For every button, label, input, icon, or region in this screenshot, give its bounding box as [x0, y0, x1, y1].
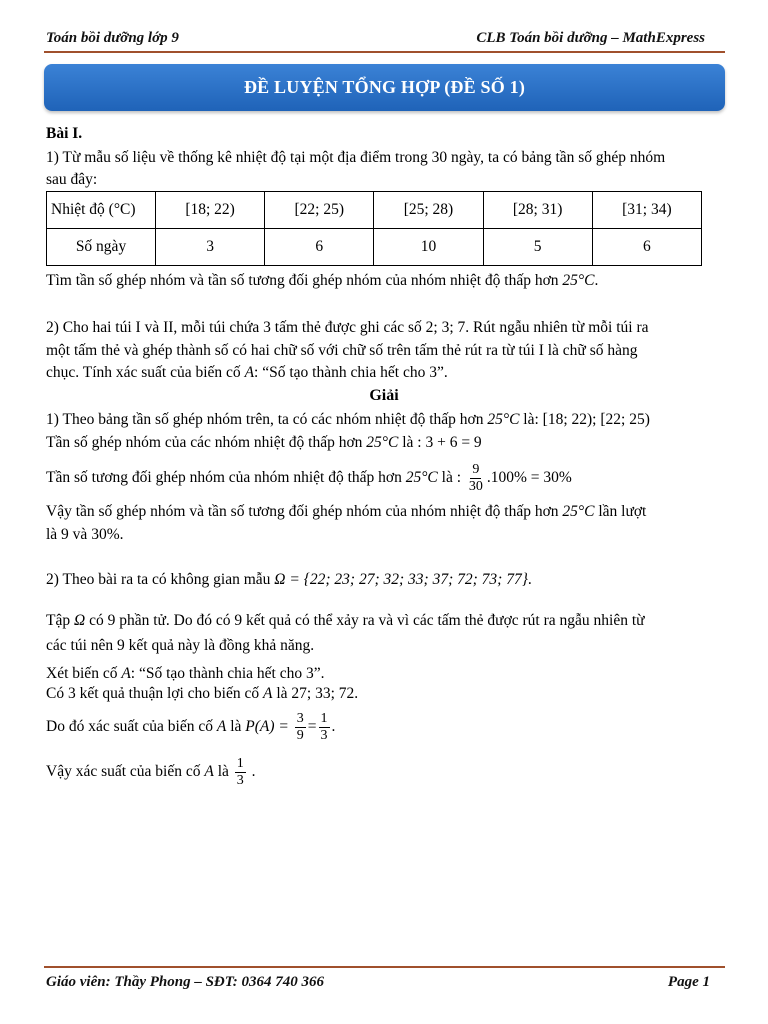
sol2-l2-text: Tập	[46, 612, 71, 629]
q2-line3-text: chục. Tính xác suất của biến cố	[46, 364, 241, 381]
sol2-l5-text: Có 3 kết quả thuận lợi cho biến cố	[46, 685, 260, 702]
sol2-l1-text: 2) Theo bài ra ta có không gian mẫu	[46, 571, 271, 588]
fraction-num: 3	[296, 710, 304, 726]
sol1-l2-mid: là :	[402, 434, 422, 451]
q1-line2: sau đây:	[46, 171, 98, 188]
q1-temp: 25°C	[562, 272, 595, 289]
table-cell: 3	[156, 229, 265, 266]
sol2-line3: các túi nên 9 kết quả này là đồng khả năng.	[46, 637, 315, 654]
sol2-l5-mid: là	[276, 685, 288, 702]
solution-title: Giải	[369, 387, 399, 404]
q2-line2: một tấm thẻ và ghép thành số có hai chữ số với chữ số trên tấm thẻ rút ra từ túi I là chữ số hàng	[46, 342, 638, 359]
q1-question	[46, 271, 598, 291]
table-cell: Số ngày	[47, 229, 156, 266]
table-cell: [31; 34)	[592, 192, 701, 229]
sol1-temp: 25°C	[487, 411, 520, 428]
probability-expr: P(A) =	[245, 718, 289, 735]
sol1-l3-mid: là :	[441, 469, 462, 487]
sol1-line2	[46, 433, 482, 453]
fraction-num: 1	[320, 710, 328, 726]
event-var: A	[204, 763, 214, 780]
table-cell: 6	[265, 229, 374, 266]
sol1-l3-tail: .100% = 30%	[486, 469, 572, 487]
sol2-l6-mid: là	[230, 718, 242, 735]
table-cell: [18; 22)	[156, 192, 265, 229]
table-row	[47, 229, 702, 266]
equals-sign: =	[307, 718, 317, 735]
table-cell: [22; 25)	[265, 192, 374, 229]
q1-period: .	[594, 272, 599, 289]
header-rule	[44, 51, 725, 53]
sol1-l3-text: Tần số tương đối ghép nhóm của nhóm nhiệt độ thấp hơn	[46, 469, 402, 487]
page-title: ĐỀ LUYỆN TỔNG HỢP (ĐỀ SỐ 1)	[243, 77, 526, 97]
sol1-line5: là 9 và 30%.	[46, 526, 124, 543]
fraction-den: 3	[320, 727, 328, 743]
fraction	[467, 462, 485, 495]
sol2-l2-tail: có 9 phần tử. Do đó có 9 kết quả có thể xảy ra và vì các tấm thẻ được rút ra ngẫu nhiên từ	[89, 612, 645, 629]
event-var: A	[244, 364, 255, 381]
sol2-l1-tail: .	[527, 571, 532, 588]
event-var: A	[121, 665, 131, 682]
event-var: A	[216, 718, 227, 735]
sol1-temp: 25°C	[405, 469, 438, 487]
sol1-line4	[46, 502, 646, 522]
table-cell: 6	[592, 229, 701, 266]
sol1-l4-tail: lần lượt	[598, 503, 647, 520]
sol2-l7-mid: là	[217, 763, 229, 780]
fraction-den: 3	[236, 772, 244, 788]
page-number: Page 1	[667, 974, 710, 990]
title-banner	[44, 64, 725, 111]
table-cell: [28; 31)	[483, 192, 592, 229]
q2-line3-tail: : “Số tạo thành chia hết cho 3”.	[254, 364, 448, 381]
sol1-line3	[46, 462, 572, 495]
sol1-l4-text: Vậy tần số ghép nhóm và tần số tương đối ghép nhóm của nhóm nhiệt độ thấp hơn	[46, 503, 559, 520]
q1-question-text: Tìm tần số ghép nhóm và tần số tương đối ghép nhóm của nhóm nhiệt độ thấp hơn	[46, 272, 559, 289]
sol2-line2	[46, 611, 645, 631]
fraction	[319, 711, 330, 744]
table-cell: 10	[374, 229, 483, 266]
sol2-l4-text: Xét biến cố	[46, 665, 118, 682]
fraction-num: 9	[472, 462, 480, 477]
table-cell: [25; 28)	[374, 192, 483, 229]
table-cell: Nhiệt độ (°C)	[47, 192, 156, 229]
fraction	[235, 756, 246, 789]
table-row	[47, 192, 702, 229]
sol1-l2-text: Tần số ghép nhóm của các nhóm nhiệt độ thấp hơn	[46, 434, 363, 451]
section-label: Bài I.	[46, 125, 83, 142]
fraction-num: 1	[236, 755, 244, 771]
footer-left: Giáo viên: Thầy Phong – SĐT: 0364 740 366	[46, 974, 325, 990]
header-right: CLB Toán bồi dưỡng – MathExpress	[476, 30, 705, 46]
table-cell: 5	[483, 229, 592, 266]
sol1-l1-text: 1) Theo bảng tần số ghép nhóm trên, ta có các nhóm nhiệt độ thấp hơn	[46, 411, 484, 428]
sol2-l4-tail: : “Số tạo thành chia hết cho 3”.	[130, 665, 325, 682]
sol2-line6: Do đó xác suất của biến cố A là P(A) = $\frac{3}{9}$ = $\frac{1}{3}$ .	[46, 710, 336, 743]
footer-rule	[44, 966, 725, 968]
sol2-line7: Vậy xác suất của biến cố A là $\frac{1}{3}$ .	[46, 755, 256, 788]
sol1-l1-tail: là: [18; 22); [22; 25)	[523, 411, 650, 428]
sol2-l6-text: Do đó xác suất của biến cố	[46, 718, 213, 735]
sol1-temp: 25°C	[366, 434, 399, 451]
q2-line3	[46, 363, 448, 383]
sample-space: Ω = {22; 23; 27; 32; 33; 37; 72; 73; 77}	[274, 571, 528, 588]
sol2-line5	[46, 684, 358, 704]
sol1-l2-sum: 3 + 6 = 9	[425, 434, 482, 451]
sol1-line1	[46, 410, 650, 430]
q1-line1: 1) Từ mẫu số liệu về thống kê nhiệt độ tại một địa điểm trong 30 ngày, ta có bảng tần số ghép nhóm	[46, 149, 666, 166]
fraction-den: 30	[468, 479, 483, 494]
header-left: Toán bồi dưỡng lớp 9	[46, 30, 179, 46]
omega-symbol: Ω	[73, 612, 86, 629]
sol2-line4	[46, 664, 325, 684]
sol1-temp: 25°C	[562, 503, 595, 520]
fraction-den: 9	[296, 727, 304, 743]
favorable-outcomes: 27; 33; 72.	[291, 685, 359, 702]
frequency-table	[46, 191, 702, 266]
sol2-l7-text: Vậy xác suất của biến cố	[46, 763, 201, 780]
fraction	[295, 711, 306, 744]
sol2-line1	[46, 570, 532, 590]
event-var: A	[262, 685, 273, 702]
q2-line1: 2) Cho hai túi I và II, mỗi túi chứa 3 tấm thẻ được ghi các số 2; 3; 7. Rút ngẫu nhiên từ mỗi túi ra	[46, 319, 649, 336]
